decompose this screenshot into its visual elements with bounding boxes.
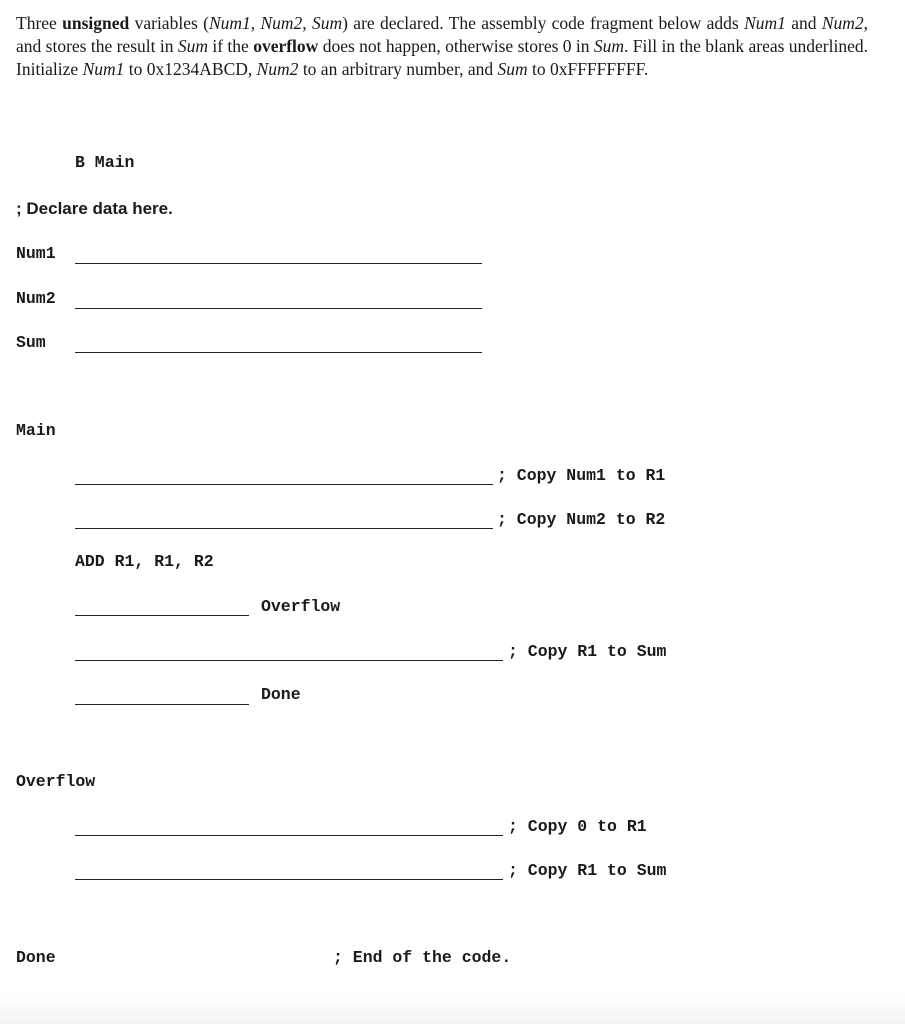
- branch-overflow-blank[interactable]: [75, 615, 249, 616]
- overflow-label: Overflow: [16, 772, 96, 791]
- problem-statement: Three unsigned variables (Num1, Num2, Sum) are declared. The assembly code fragment below adds Num1 and Num2, and stores the result in Sum if the overflow does not happen, otherwise stores 0 in Sum. Fill in the blank areas underlined. Initialize Num1 to 0x1234ABCD, Num2 to an arbitrary number, and Sum to 0xFFFFFFFF.: [16, 13, 869, 79]
- copy-zero-blank[interactable]: [75, 835, 503, 836]
- copy-r1-sum-comment-2: ; Copy R1 to Sum: [508, 861, 667, 880]
- branch-instruction: B Main: [75, 153, 135, 172]
- add-instruction: ADD R1, R1, R2: [75, 552, 214, 571]
- overflow-target: Overflow: [261, 597, 341, 616]
- copy-r1-sum-comment: ; Copy R1 to Sum: [508, 642, 667, 661]
- store-sum-overflow-blank[interactable]: [75, 879, 503, 880]
- main-label: Main: [16, 421, 56, 440]
- copy-num1-comment: ; Copy Num1 to R1: [497, 466, 666, 485]
- copy-num1-blank[interactable]: [75, 484, 493, 485]
- num2-blank[interactable]: [75, 308, 482, 309]
- declare-comment: ; Declare data here.: [16, 199, 173, 218]
- num1-label: Num1: [16, 244, 56, 263]
- store-sum-blank[interactable]: [75, 660, 503, 661]
- sum-blank[interactable]: [75, 352, 482, 353]
- done-label: Done: [16, 948, 56, 967]
- done-target: Done: [261, 685, 301, 704]
- copy-num2-blank[interactable]: [75, 528, 493, 529]
- copy-num2-comment: ; Copy Num2 to R2: [497, 510, 666, 529]
- end-comment: ; End of the code.: [333, 948, 512, 967]
- sum-label: Sum: [16, 333, 46, 352]
- num2-label: Num2: [16, 289, 56, 308]
- page-bottom-shade: [0, 995, 905, 1024]
- num1-blank[interactable]: [75, 263, 482, 264]
- copy-zero-comment: ; Copy 0 to R1: [508, 817, 647, 836]
- branch-done-blank[interactable]: [75, 704, 249, 705]
